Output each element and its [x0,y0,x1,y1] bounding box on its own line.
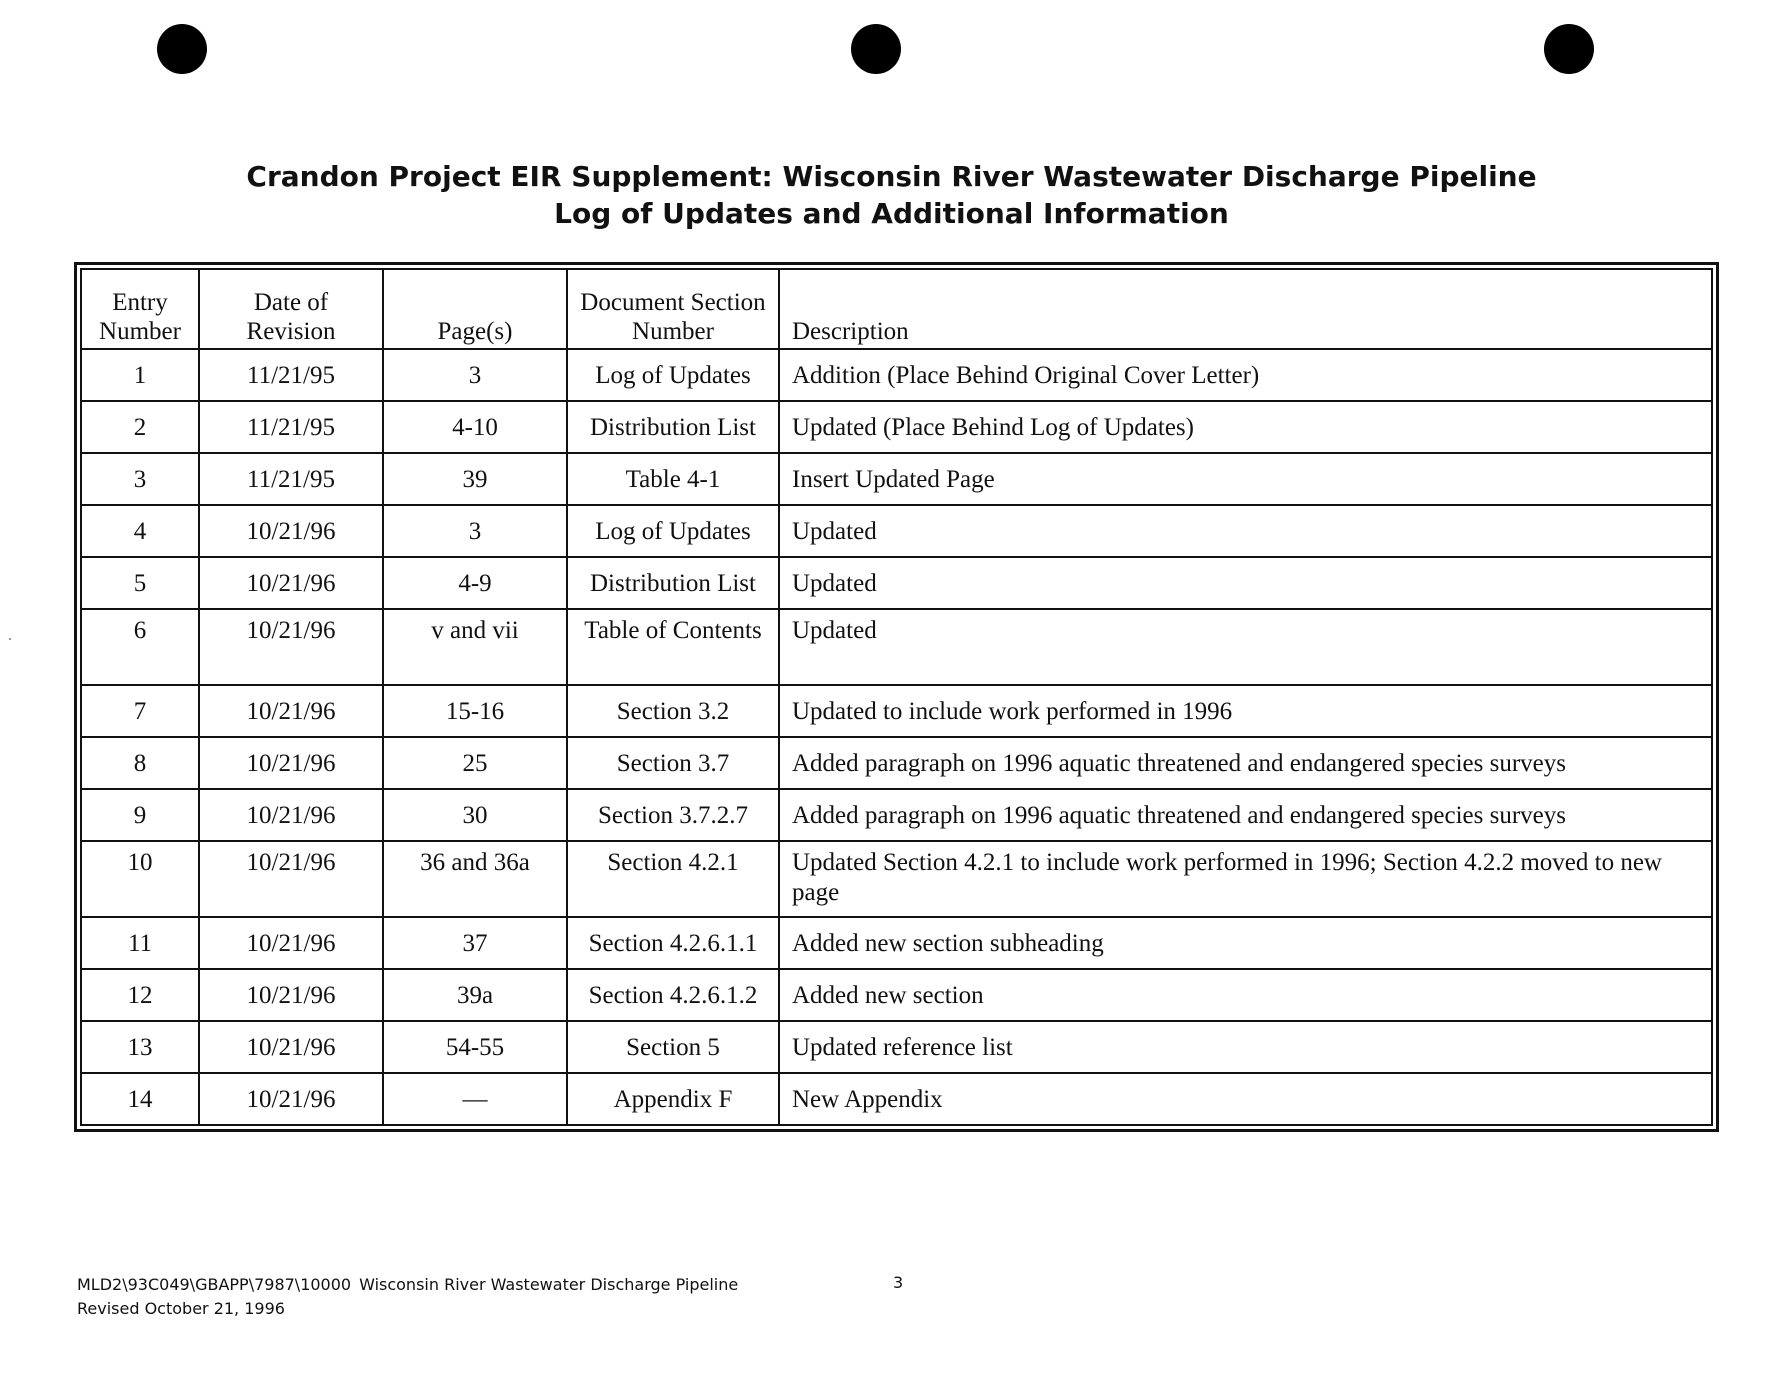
cell-entry: 8 [81,737,199,789]
table-row [81,1021,1712,1073]
cell-section: Appendix F [567,1073,779,1125]
cell-description: Updated [779,609,1712,685]
table-row [81,789,1712,841]
cell-description: Updated [779,505,1712,557]
cell-date: 10/21/96 [199,557,383,609]
cell-section: Section 5 [567,1021,779,1073]
header-pages: Page(s) [383,269,567,349]
cell-section: Section 3.7.2.7 [567,789,779,841]
cell-description: Insert Updated Page [779,453,1712,505]
cell-pages: 3 [383,505,567,557]
cell-pages: 36 and 36a [383,841,567,917]
table-row [81,609,1712,685]
cell-entry: 14 [81,1073,199,1125]
cell-date: 10/21/96 [199,789,383,841]
log-of-updates-table [80,268,1713,1126]
cell-section: Section 4.2.1 [567,841,779,917]
cell-section: Table 4-1 [567,453,779,505]
cell-date: 10/21/96 [199,917,383,969]
header-date-of-revision: Date of Revision [199,269,383,349]
table-row [81,401,1712,453]
header-document-section: Document Section Number [567,269,779,349]
title-line-1: Crandon Project EIR Supplement: Wisconsin River Wastewater Discharge Pipeline [246,160,1537,193]
cell-entry: 9 [81,789,199,841]
cell-pages: 39a [383,969,567,1021]
page-number: 3 [893,1273,904,1292]
cell-pages: 39 [383,453,567,505]
cell-entry: 10 [81,841,199,917]
header-description: Description [779,269,1712,349]
cell-entry: 4 [81,505,199,557]
cell-date: 10/21/96 [199,1021,383,1073]
cell-pages: 4-10 [383,401,567,453]
table-body [81,349,1712,1125]
page-footer [77,1273,738,1321]
cell-date: 11/21/95 [199,401,383,453]
table-header-row [81,269,1712,349]
cell-description: Updated to include work performed in 1996 [779,685,1712,737]
cell-description: New Appendix [779,1073,1712,1125]
cell-entry: 2 [81,401,199,453]
cell-description: Added new section [779,969,1712,1021]
cell-description: Updated (Place Behind Log of Updates) [779,401,1712,453]
table-row [81,917,1712,969]
cell-section: Log of Updates [567,349,779,401]
cell-date: 10/21/96 [199,737,383,789]
cell-pages: 54-55 [383,1021,567,1073]
table-row [81,557,1712,609]
log-table-frame [74,262,1719,1132]
cell-section: Section 4.2.6.1.1 [567,917,779,969]
cell-pages: 15-16 [383,685,567,737]
footer-file-path: MLD2\93C049\GBAPP\7987\10000 [77,1275,352,1294]
cell-date: 10/21/96 [199,969,383,1021]
table-row [81,969,1712,1021]
footer-revised-date: Revised October 21, 1996 [77,1299,285,1318]
cell-date: 11/21/95 [199,453,383,505]
cell-section: Distribution List [567,401,779,453]
cell-description: Updated Section 4.2.1 to include work performed in 1996; Section 4.2.2 moved to new page [779,841,1712,917]
table-row [81,737,1712,789]
cell-section: Table of Contents [567,609,779,685]
cell-section: Section 4.2.6.1.2 [567,969,779,1021]
cell-date: 11/21/95 [199,349,383,401]
cell-pages: 4-9 [383,557,567,609]
scan-speck [9,638,11,640]
cell-entry: 3 [81,453,199,505]
cell-description: Added new section subheading [779,917,1712,969]
footer-document-title: Wisconsin River Wastewater Discharge Pipeline [359,1275,739,1294]
cell-date: 10/21/96 [199,609,383,685]
table-row [81,349,1712,401]
table-row [81,1073,1712,1125]
footer-line-1 [77,1273,738,1297]
cell-pages: v and vii [383,609,567,685]
table-row [81,505,1712,557]
header-entry-number: Entry Number [81,269,199,349]
document-title [0,158,1783,232]
cell-pages: 37 [383,917,567,969]
cell-pages: — [383,1073,567,1125]
cell-section: Section 3.2 [567,685,779,737]
cell-date: 10/21/96 [199,505,383,557]
cell-date: 10/21/96 [199,841,383,917]
cell-entry: 6 [81,609,199,685]
cell-description: Added paragraph on 1996 aquatic threatened and endangered species surveys [779,789,1712,841]
cell-pages: 3 [383,349,567,401]
cell-description: Updated reference list [779,1021,1712,1073]
cell-entry: 5 [81,557,199,609]
cell-description: Updated [779,557,1712,609]
cell-entry: 11 [81,917,199,969]
cell-pages: 25 [383,737,567,789]
table-row [81,685,1712,737]
cell-date: 10/21/96 [199,685,383,737]
cell-description: Added paragraph on 1996 aquatic threatened and endangered species surveys [779,737,1712,789]
cell-date: 10/21/96 [199,1073,383,1125]
binder-hole-left [157,24,207,74]
title-line-2: Log of Updates and Additional Information [554,197,1229,230]
cell-entry: 13 [81,1021,199,1073]
cell-section: Distribution List [567,557,779,609]
binder-hole-middle [851,24,901,74]
cell-pages: 30 [383,789,567,841]
cell-entry: 12 [81,969,199,1021]
cell-section: Section 3.7 [567,737,779,789]
table-row [81,453,1712,505]
cell-section: Log of Updates [567,505,779,557]
cell-entry: 7 [81,685,199,737]
binder-hole-right [1544,24,1594,74]
table-row [81,841,1712,917]
cell-description: Addition (Place Behind Original Cover Letter) [779,349,1712,401]
cell-entry: 1 [81,349,199,401]
